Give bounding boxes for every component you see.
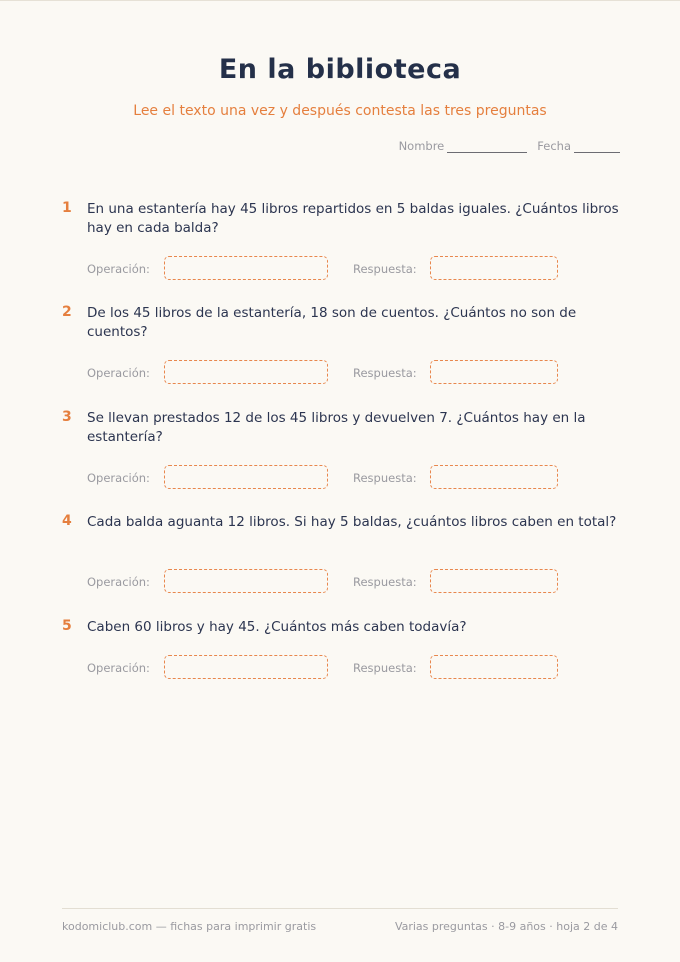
operation-box[interactable]	[164, 655, 328, 679]
question-number: 2	[62, 304, 72, 320]
operation-box[interactable]	[164, 465, 328, 489]
question-number: 1	[62, 200, 72, 216]
question-number: 4	[62, 513, 72, 529]
answer-box[interactable]	[430, 360, 558, 384]
footer-site: kodomiclub.com — fichas para imprimir gratis	[62, 920, 317, 933]
answer-box[interactable]	[430, 655, 558, 679]
answer-box[interactable]	[430, 465, 558, 489]
question-text: De los 45 libros de la estantería, 18 son de cuentos. ¿Cuántos no son de cuentos?	[87, 305, 577, 340]
operation-label: Operación:	[87, 262, 150, 276]
answer-box[interactable]	[430, 569, 558, 593]
answer-label: Respuesta:	[353, 661, 417, 675]
answer-label: Respuesta:	[353, 366, 417, 380]
answer-row	[87, 256, 587, 282]
date-blank[interactable]	[574, 142, 620, 153]
footer-divider	[62, 908, 618, 909]
answer-label: Respuesta:	[353, 262, 417, 276]
answer-box[interactable]	[430, 256, 558, 280]
name-blank[interactable]	[447, 142, 527, 153]
question-number: 3	[62, 409, 72, 425]
operation-box[interactable]	[164, 569, 328, 593]
question-text: Caben 60 libros y hay 45. ¿Cuántos más caben todavía?	[87, 619, 467, 635]
question-text: Cada balda aguanta 12 libros. Si hay 5 baldas, ¿cuántos libros caben en total?	[87, 514, 617, 530]
operation-box[interactable]	[164, 360, 328, 384]
question-2	[62, 304, 622, 380]
footer-sheet-info: Varias preguntas · 8-9 años · hoja 2 de 4	[394, 920, 618, 933]
question-text: Se llevan prestados 12 de los 45 libros y devuelven 7. ¿Cuántos hay en la estantería?	[87, 410, 586, 445]
operation-label: Operación:	[87, 471, 150, 485]
question-number: 5	[62, 618, 72, 634]
operation-label: Operación:	[87, 661, 150, 675]
page-subtitle: Lee el texto una vez y después contesta las tres preguntas	[133, 103, 547, 119]
answer-label: Respuesta:	[353, 575, 417, 589]
question-5	[62, 618, 622, 675]
date-label: Fecha	[537, 139, 571, 153]
operation-label: Operación:	[87, 575, 150, 589]
page-title: En la biblioteca	[218, 54, 462, 85]
operation-label: Operación:	[87, 366, 150, 380]
question-3	[62, 409, 622, 485]
top-border	[0, 0, 680, 1]
answer-row	[87, 465, 587, 491]
name-label: Nombre	[398, 139, 445, 153]
answer-label: Respuesta:	[353, 471, 417, 485]
answer-row	[87, 569, 587, 595]
name-date-line	[399, 139, 620, 153]
question-text: En una estantería hay 45 libros repartidos en 5 baldas iguales. ¿Cuántos libros hay en cada balda?	[87, 201, 619, 236]
answer-row	[87, 360, 587, 386]
answer-row	[87, 655, 587, 681]
question-4	[62, 513, 622, 589]
operation-box[interactable]	[164, 256, 328, 280]
question-1	[62, 200, 622, 276]
